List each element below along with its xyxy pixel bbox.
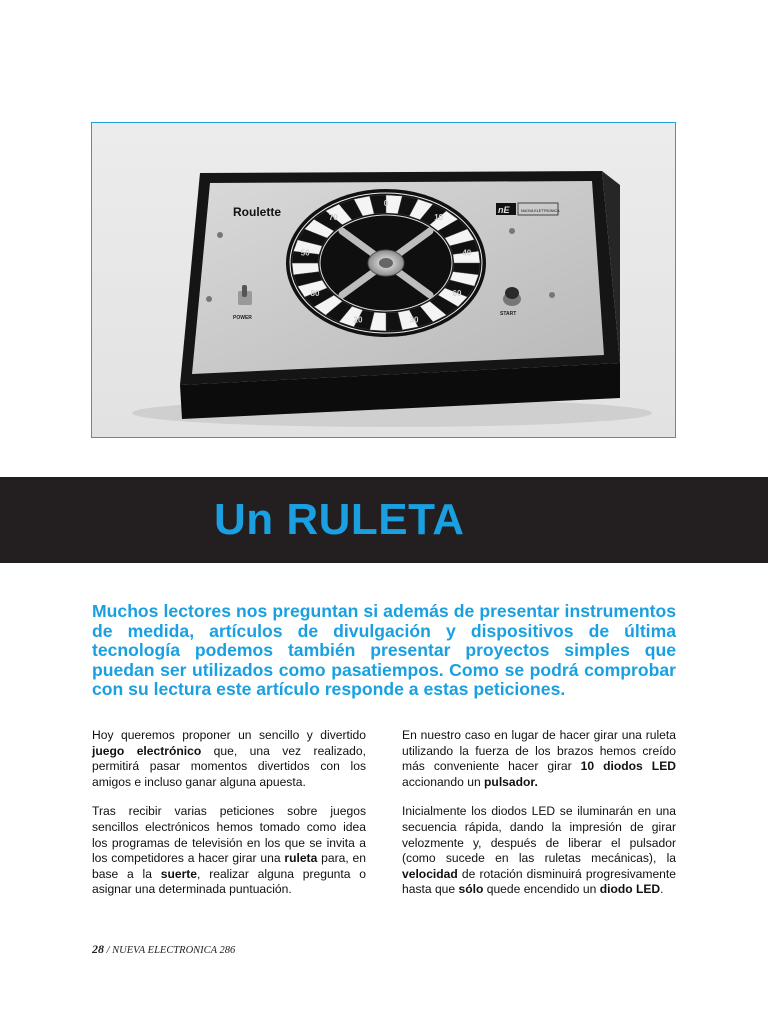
wheel-number-label: 50 [300,248,310,258]
lead-paragraph: Muchos lectores nos preguntan si además de presentar instrumentos de medida, artículos de divulgación y dispositivos de última tecnología podemos también presentar proyectos simples que puedan ser utilizados como pasatiempos. Como se podrá comprobar con su lectura este artículo responde a estas peticiones. [92,601,676,700]
wheel-number-label: 10 [434,213,444,222]
body-paragraph: Inicialmente los diodos LED se iluminarán en una secuencia rápida, dando la impresión de girar velozmente y, después de liberar el pulsador (como sucede en las ruletas mecánicas), la velocidad de rotación disminuirá progresivamente hasta que sólo quede encendido un diodo LED. [402,804,676,897]
wheel-number-label: 0 [383,199,389,208]
device-title: Roulette [233,205,281,219]
wheel-number-label: 80 [310,289,320,298]
screw [549,292,555,298]
screw [206,296,212,302]
wheel-number-label: 20 [353,315,363,325]
screw [217,232,223,238]
product-photo [91,122,676,438]
start-label: START [500,311,517,317]
screw [509,228,515,234]
body-paragraph: En nuestro caso en lugar de hacer girar una ruleta utilizando la fuerza de los brazos hemos creído más conveniente hacer girar 10 diodos LED accionando un pulsador. [402,728,676,789]
power-label: POWER [233,315,252,321]
publication-name: / NUEVA ELECTRONICA 286 [106,945,236,956]
body-paragraph: Tras recibir varias peticiones sobre juegos sencillos electrónicos hemos tomado como idea los programas de televisión en los que se invita a los competidores a hacer girar una ruleta para, en base a la suerte, realizar alguna pregunta o asignar una determinada puntuación. [92,804,366,897]
logo-mark: nE [498,205,510,215]
roulette-device-illustration [92,123,674,436]
body-paragraph: Hoy queremos proponer un sencillo y divertido juego electrónico que, una vez realizado, permitirá pasar momentos divertidos con los amigos e incluso ganar alguna apuesta. [92,728,366,789]
article-title: Un RULETA [214,495,465,544]
left-column [92,728,366,912]
right-column [402,728,676,912]
roulette-wheel [286,189,486,337]
logo-text: NUOVA ELETTRONICA [521,209,560,213]
wheel-number-label: 60 [452,289,462,298]
wheel-number-label: 70 [328,213,338,222]
page-number: 28 [92,942,104,956]
page-footer [92,942,235,957]
wheel-number-label: 30 [409,315,419,325]
wheel-number-label: 40 [462,248,472,258]
